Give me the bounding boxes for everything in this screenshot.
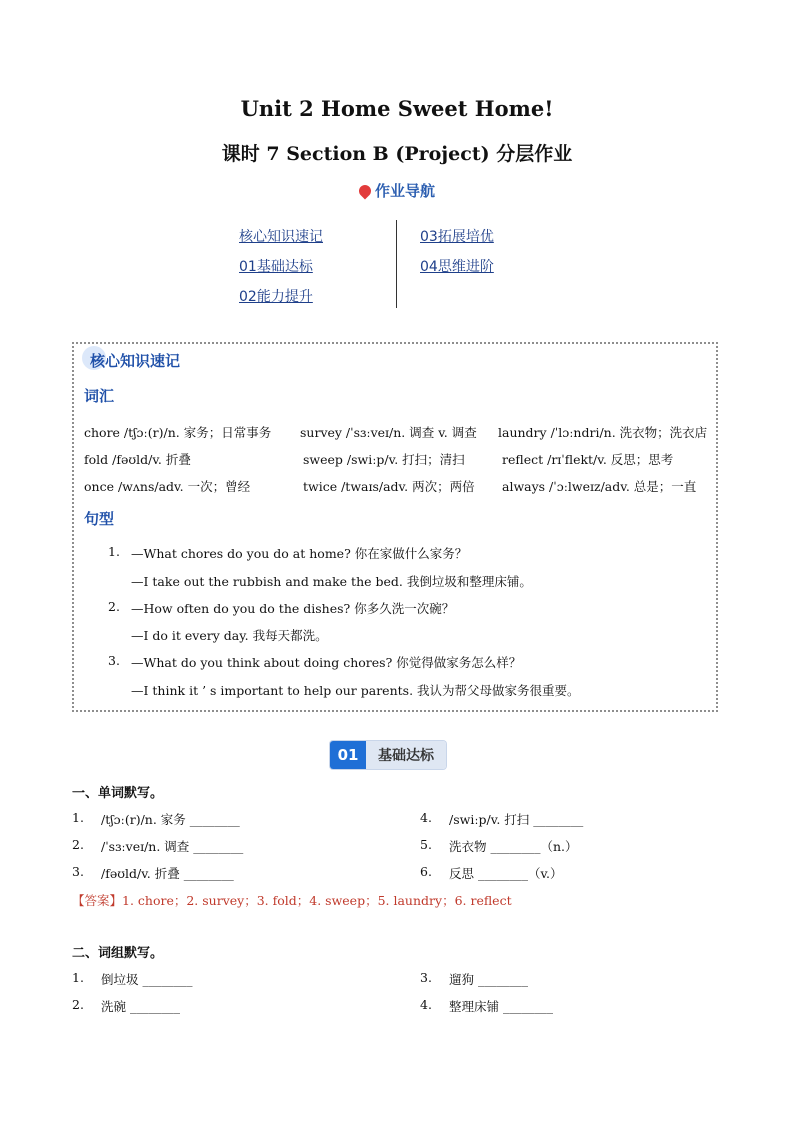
fill-blank-item: /fəʊld/v. 折叠 ________ [101,866,234,881]
core-knowledge-title: 核心知识速记 [90,352,181,370]
item-number: 4. [420,997,432,1012]
nav-link-core[interactable]: 核心知识速记 [239,229,323,245]
vocab-item: laundry /ˈlɔːndri/n. 洗衣物；洗衣店 [498,425,708,440]
fill-blank-item: /swiːp/v. 打扫 ________ [449,812,584,827]
question-1-heading: 一、单词默写。 [72,786,164,801]
item-number: 2. [72,997,84,1012]
vocab-item: reflect /rɪˈflekt/v. 反思；思考 [502,452,674,467]
item-number: 6. [420,864,432,879]
location-pin-icon [356,183,373,200]
sentence-number: 3. [108,653,120,668]
fill-blank-item: 遛狗 ________ [449,972,528,987]
item-number: 3. [72,864,84,879]
fill-blank-item: /tʃɔː(r)/n. 家务 ________ [101,812,240,827]
sentence-answer: —I think it ’ s important to help our parents. 我认为帮父母做家务很重要。 [131,683,580,698]
vocab-item: twice /twaɪs/adv. 两次；两倍 [303,479,475,494]
vocab-heading: 词汇 [84,387,115,405]
fill-blank-item: 洗碗 ________ [101,999,180,1014]
item-number: 2. [72,837,84,852]
item-number: 3. [420,970,432,985]
nav-title [0,180,794,201]
nav-link-02[interactable]: 02能力提升 [239,289,313,305]
sentence-heading: 句型 [84,510,115,528]
fill-blank-item: 反思 ________（v.） [449,866,563,881]
vocab-item: sweep /swiːp/v. 打扫；清扫 [303,452,465,467]
sentence-question: —What chores do you do at home? 你在家做什么家务？ [131,546,468,561]
item-number: 1. [72,810,84,825]
section-label: 基础达标 [366,741,446,769]
sentence-question: —What do you think about doing chores? 你觉得做家务怎么样？ [131,655,522,670]
section-number: 01 [330,741,366,769]
fill-blank-item: 整理床铺 ________ [449,999,553,1014]
nav-link-03[interactable]: 03拓展培优 [420,229,494,245]
fill-blank-item: 洗衣物 ________（n.） [449,839,578,854]
sentence-answer: —I do it every day. 我每天都洗。 [131,628,328,643]
sentence-answer: —I take out the rubbish and make the bed. 我倒垃圾和整理床铺。 [131,574,532,589]
nav-link-01[interactable]: 01基础达标 [239,259,313,275]
item-number: 1. [72,970,84,985]
question-2-heading: 二、词组默写。 [72,946,164,961]
item-number: 4. [420,810,432,825]
page-subtitle: 课时 7 Section B (Project) 分层作业 [221,143,573,165]
vocab-item: always /ˈɔːlweɪz/adv. 总是；一直 [502,479,697,494]
sentence-question: —How often do you do the dishes? 你多久洗一次碗？ [131,601,455,616]
nav-title-text: 作业导航 [374,182,435,200]
sentence-number: 1. [108,544,120,559]
page-title: Unit 2 Home Sweet Home! [240,96,554,121]
sentence-number: 2. [108,599,120,614]
fill-blank-item: 倒垃圾 ________ [101,972,193,987]
vocab-item: once /wʌns/adv. 一次；曾经 [84,479,251,494]
vocab-item: chore /tʃɔː(r)/n. 家务；日常事务 [84,425,272,440]
answer-key: 【答案】1. chore；2. survey；3. fold；4. sweep；5. laundry；6. reflect [72,893,512,908]
nav-link-04[interactable]: 04思维进阶 [420,259,494,275]
section-01-tag [330,741,446,769]
vocab-item: fold /fəʊld/v. 折叠 [84,452,191,467]
nav-divider [396,220,397,308]
vocab-item: survey /ˈsɜːveɪ/n. 调查 v. 调查 [300,425,477,440]
item-number: 5. [420,837,432,852]
fill-blank-item: /ˈsɜːveɪ/n. 调查 ________ [101,839,244,854]
